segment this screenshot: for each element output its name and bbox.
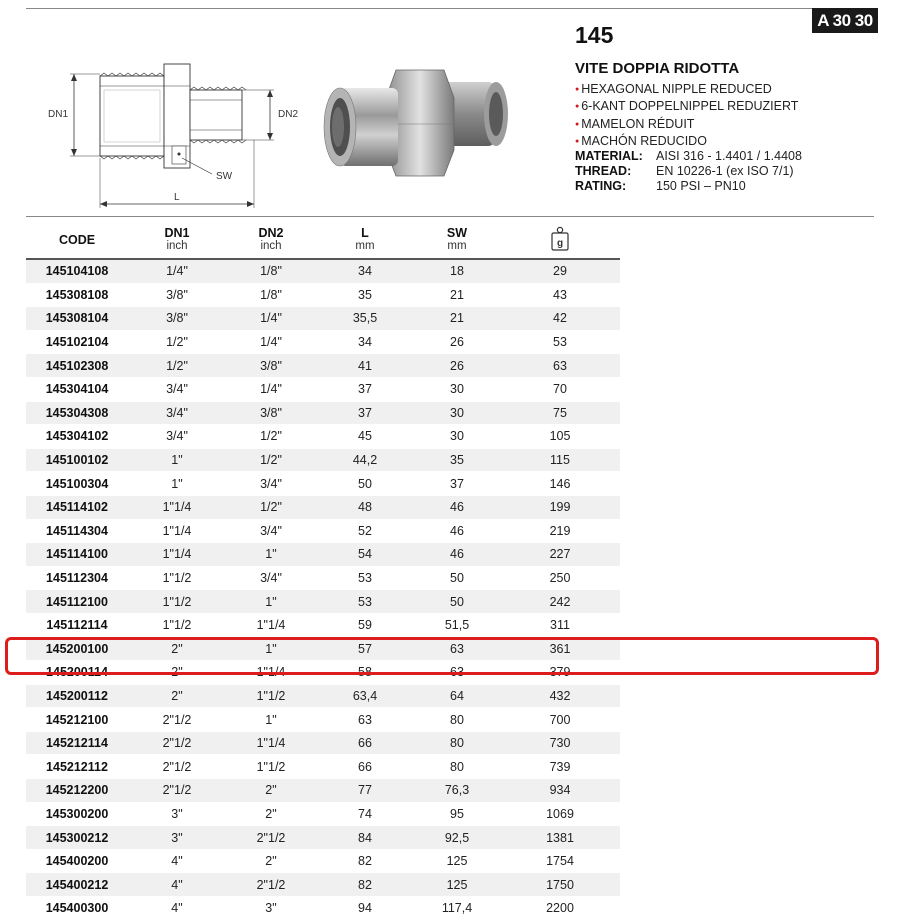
table-row [26,779,620,803]
cell-dn1: 2"1/2 [128,731,226,755]
spec-key: MATERIAL: [575,149,643,163]
cell-sw: 76,3 [414,779,500,803]
table-row [26,708,620,732]
cell-weight: 242 [500,590,620,614]
cell-sw: 92,5 [414,826,500,850]
cell-sw: 63 [414,637,500,661]
cell-weight: 934 [500,779,620,803]
cell-code: 145102104 [26,330,128,354]
cell-dn1: 4" [128,849,226,873]
l-label: L [174,192,180,203]
table-row [26,802,620,826]
cell-sw: 18 [414,259,500,283]
table-row [26,684,620,708]
cell-dn1: 4" [128,873,226,897]
cell-sw: 51,5 [414,613,500,637]
cell-sw: 26 [414,330,500,354]
cell-sw: 35 [414,448,500,472]
cell-dn2: 1" [226,590,316,614]
cell-code: 145200100 [26,637,128,661]
cell-weight: 379 [500,661,620,685]
spec-thread [575,164,802,179]
cell-code: 145400212 [26,873,128,897]
cell-dn2: 1/8" [226,259,316,283]
table-row [26,519,620,543]
cell-dn1: 3" [128,826,226,850]
cell-sw: 30 [414,377,500,401]
cell-weight: 105 [500,425,620,449]
cell-code: 145308108 [26,283,128,307]
header-dn2: DN2 inch [226,222,316,259]
cell-weight: 199 [500,495,620,519]
cell-l: 48 [316,495,414,519]
header-sw: SW mm [414,222,500,259]
cell-sw: 46 [414,495,500,519]
table-row [26,731,620,755]
header-weight [500,222,620,259]
cell-l: 44,2 [316,448,414,472]
cell-l: 59 [316,613,414,637]
product-name: VITE DOPPIA RIDOTTA [575,60,740,77]
cell-code: 145114102 [26,495,128,519]
cell-dn1: 2" [128,637,226,661]
translation-fr: ● MAMELON RÉDUIT [575,117,798,134]
cell-dn1: 1/2" [128,354,226,378]
cell-code: 145400300 [26,897,128,921]
cell-dn1: 2"1/2 [128,708,226,732]
cell-l: 66 [316,755,414,779]
cell-dn2: 3" [226,897,316,921]
cell-dn2: 1/4" [226,307,316,331]
cell-weight: 432 [500,684,620,708]
cell-code: 145200114 [26,661,128,685]
table-row [26,330,620,354]
cell-weight: 1381 [500,826,620,850]
cell-dn1: 1" [128,448,226,472]
cell-weight: 70 [500,377,620,401]
cell-dn1: 1"1/4 [128,543,226,567]
dn1-label: DN1 [48,109,69,120]
spec-key: THREAD: [575,164,632,179]
cell-code: 145112304 [26,566,128,590]
cell-dn2: 1/8" [226,283,316,307]
table-row [26,495,620,519]
cell-l: 35 [316,283,414,307]
spec-value: 150 PSI – PN10 [656,179,746,194]
cell-sw: 21 [414,283,500,307]
table-row [26,590,620,614]
cell-l: 53 [316,590,414,614]
product-table [26,222,620,921]
cell-l: 34 [316,259,414,283]
cell-dn1: 3/4" [128,377,226,401]
cell-dn2: 2" [226,802,316,826]
cell-dn1: 1" [128,472,226,496]
cell-l: 82 [316,849,414,873]
cell-code: 145112114 [26,613,128,637]
table-row [26,377,620,401]
translations-list [575,82,798,152]
cell-weight: 219 [500,519,620,543]
cell-l: 37 [316,401,414,425]
table-row [26,849,620,873]
cell-sw: 95 [414,802,500,826]
spec-value: EN 10226-1 (ex ISO 7/1) [656,164,794,179]
cell-dn1: 1"1/4 [128,519,226,543]
header-dn1: DN1 inch [128,222,226,259]
translation-en: ● HEXAGONAL NIPPLE REDUCED [575,82,798,99]
product-number: 145 [575,22,614,48]
product-photo [316,58,526,188]
cell-code: 145200112 [26,684,128,708]
cell-sw: 64 [414,684,500,708]
cell-dn1: 1/2" [128,330,226,354]
cell-l: 58 [316,661,414,685]
table-row [26,307,620,331]
cell-dn1: 2"1/2 [128,755,226,779]
cell-dn1: 1"1/2 [128,566,226,590]
cell-sw: 46 [414,519,500,543]
cell-dn1: 1/4" [128,259,226,283]
cell-dn2: 1"1/4 [226,731,316,755]
cell-dn2: 1" [226,543,316,567]
spec-value: AISI 316 - 1.4401 / 1.4408 [656,149,802,163]
cell-dn1: 3" [128,802,226,826]
cell-l: 84 [316,826,414,850]
cell-weight: 311 [500,613,620,637]
cell-l: 52 [316,519,414,543]
cell-dn1: 4" [128,897,226,921]
table-row [26,826,620,850]
table-row [26,873,620,897]
sw-label: SW [216,171,233,182]
table-row [26,472,620,496]
cell-weight: 1750 [500,873,620,897]
cell-code: 145212114 [26,731,128,755]
cell-l: 45 [316,425,414,449]
cell-dn1: 1"1/2 [128,590,226,614]
cell-l: 50 [316,472,414,496]
cell-dn2: 1/2" [226,425,316,449]
cell-sw: 63 [414,661,500,685]
table-row [26,425,620,449]
cell-code: 145304104 [26,377,128,401]
cell-code: 145304308 [26,401,128,425]
cell-l: 82 [316,873,414,897]
cell-sw: 37 [414,472,500,496]
cell-sw: 21 [414,307,500,331]
cell-weight: 75 [500,401,620,425]
cell-dn2: 1"1/2 [226,684,316,708]
cell-code: 145114304 [26,519,128,543]
table-row [26,755,620,779]
cell-code: 145300200 [26,802,128,826]
cell-sw: 125 [414,873,500,897]
catalog-page-badge: A 30 30 [812,8,878,33]
cell-l: 63 [316,708,414,732]
cell-weight: 730 [500,731,620,755]
cell-dn1: 3/4" [128,425,226,449]
cell-code: 145114100 [26,543,128,567]
cell-code: 145212200 [26,779,128,803]
cell-dn1: 1"1/4 [128,495,226,519]
cell-dn2: 2" [226,779,316,803]
cell-dn1: 2" [128,661,226,685]
cell-dn2: 2"1/2 [226,826,316,850]
cell-dn2: 3/4" [226,566,316,590]
cell-l: 66 [316,731,414,755]
cell-weight: 1069 [500,802,620,826]
spec-rating [575,179,802,194]
cell-sw: 50 [414,566,500,590]
section-rule [26,216,874,217]
cell-code: 145308104 [26,307,128,331]
header-code: CODE [26,222,128,259]
table-row [26,448,620,472]
cell-dn1: 3/4" [128,401,226,425]
cell-dn1: 2" [128,684,226,708]
cell-weight: 146 [500,472,620,496]
table-row [26,543,620,567]
cell-l: 41 [316,354,414,378]
cell-l: 77 [316,779,414,803]
technical-drawing [44,46,314,212]
cell-code: 145102308 [26,354,128,378]
cell-l: 94 [316,897,414,921]
cell-l: 63,4 [316,684,414,708]
cell-code: 145100102 [26,448,128,472]
cell-weight: 115 [500,448,620,472]
weight-unit-label: g [556,237,564,249]
cell-l: 57 [316,637,414,661]
cell-code: 145212112 [26,755,128,779]
cell-code: 145212100 [26,708,128,732]
cell-dn2: 1/4" [226,330,316,354]
cell-sw: 80 [414,731,500,755]
cell-dn2: 1" [226,708,316,732]
cell-code: 145400200 [26,849,128,873]
cell-l: 35,5 [316,307,414,331]
dn2-label: DN2 [278,109,299,120]
cell-weight: 700 [500,708,620,732]
top-rule [26,8,874,9]
cell-sw: 50 [414,590,500,614]
cell-l: 34 [316,330,414,354]
cell-weight: 42 [500,307,620,331]
cell-sw: 117,4 [414,897,500,921]
cell-dn2: 1/4" [226,377,316,401]
cell-dn1: 2"1/2 [128,779,226,803]
cell-l: 53 [316,566,414,590]
table-row [26,401,620,425]
highlighted-row-frame [5,637,879,675]
cell-weight: 1754 [500,849,620,873]
cell-dn2: 1"1/2 [226,755,316,779]
cell-sw: 80 [414,708,500,732]
cell-weight: 43 [500,283,620,307]
cell-dn2: 1"1/4 [226,661,316,685]
cell-code: 145104108 [26,259,128,283]
table-row [26,566,620,590]
cell-dn1: 1"1/2 [128,613,226,637]
table-row [26,897,620,921]
table-header-row [26,222,620,259]
cell-dn2: 3/8" [226,354,316,378]
cell-dn2: 1"1/4 [226,613,316,637]
cell-code: 145304102 [26,425,128,449]
cell-l: 37 [316,377,414,401]
cell-weight: 227 [500,543,620,567]
spec-key: RATING: [575,179,627,194]
cell-weight: 250 [500,566,620,590]
cell-weight: 63 [500,354,620,378]
cell-code: 145300212 [26,826,128,850]
cell-sw: 30 [414,401,500,425]
cell-sw: 26 [414,354,500,378]
cell-dn1: 3/8" [128,307,226,331]
cell-l: 54 [316,543,414,567]
cell-weight: 2200 [500,897,620,921]
header-l: L mm [316,222,414,259]
cell-weight: 739 [500,755,620,779]
cell-sw: 125 [414,849,500,873]
cell-dn2: 1/2" [226,448,316,472]
cell-code: 145100304 [26,472,128,496]
cell-dn2: 2" [226,849,316,873]
cell-sw: 30 [414,425,500,449]
translation-es: ● MACHÓN REDUCIDO [575,134,798,151]
cell-weight: 53 [500,330,620,354]
cell-dn1: 3/8" [128,283,226,307]
table-row [26,613,620,637]
cell-weight: 29 [500,259,620,283]
cell-sw: 46 [414,543,500,567]
cell-dn2: 1" [226,637,316,661]
specifications [575,149,802,195]
cell-dn2: 3/4" [226,472,316,496]
cell-code: 145112100 [26,590,128,614]
cell-l: 74 [316,802,414,826]
cell-dn2: 3/4" [226,519,316,543]
cell-dn2: 2"1/2 [226,873,316,897]
spec-material [575,149,802,164]
table-row [26,283,620,307]
table-row [26,259,620,283]
cell-sw: 80 [414,755,500,779]
translation-de: ● 6-KANT DOPPELNIPPEL REDUZIERT [575,99,798,116]
cell-dn2: 3/8" [226,401,316,425]
table-row [26,354,620,378]
cell-weight: 361 [500,637,620,661]
cell-dn2: 1/2" [226,495,316,519]
weight-icon [550,226,570,252]
